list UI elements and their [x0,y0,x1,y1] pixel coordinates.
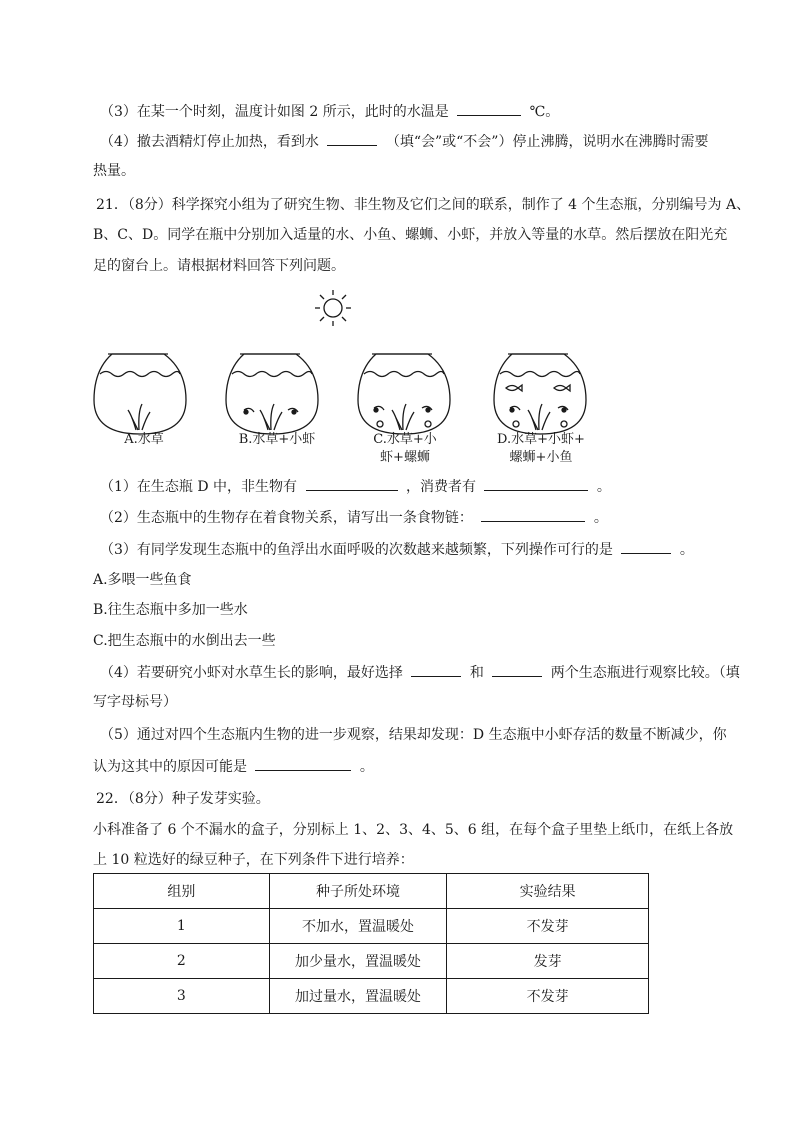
jar-b-caption [222,431,332,449]
q20-sub4-text: （4）撤去酒精灯停止加热，看到水 [100,134,319,150]
answer-blank[interactable] [621,539,671,554]
q21-sub4-cont: 写字母标号） [93,694,177,710]
snail-icon [513,421,567,427]
q20-sub3-unit: ℃。 [529,104,560,120]
q22-title: 22．（8分）种子发芽实验。 [96,791,270,807]
q21-option-a: A.多喂一些鱼食 [93,572,192,588]
answer-blank[interactable] [255,756,351,771]
q21-sub4-text: （4）若要研究小虾对水草生长的影响，最好选择 [100,665,403,681]
q21-sub2 [100,507,608,528]
q20-sub3-text: （3）在某一个时刻，温度计如图 2 所示，此时的水温是 [100,104,449,120]
waterweed-icon [128,404,150,430]
q20-sub4-text3: 热量。 [93,163,135,179]
jar-c-caption-line2: 虾+螺蛳 [380,450,430,465]
q21-option-c: C.把生态瓶中的水倒出去一些 [93,633,276,649]
answer-blank[interactable] [327,131,377,146]
q21-sub2-end: 。 [593,510,608,526]
fish-icon [506,385,522,391]
table-header-row [94,874,649,909]
jar-d-caption-line1: D.水草+小虾+ [497,432,585,447]
q21-sub5-cont [93,756,374,777]
jar-d [494,354,586,434]
q20-sub3 [100,101,559,122]
shrimp-icon [510,406,520,412]
q21-sub4-and: 和 [469,665,484,681]
jar-b-caption-line1: B.水草+小虾 [238,432,316,447]
jar-c [358,354,450,434]
snail-icon [377,421,431,427]
table-cell: 1 [94,909,270,944]
q20-sub4-text2: （填“会”或“不会”）停止沸腾，说明水在沸腾时需要 [385,134,709,150]
table-cell: 加过量水，置温暖处 [269,979,447,1014]
q21-sub3-end: 。 [679,542,694,558]
q21-stem-3: 足的窗台上。请根据材料回答下列问题。 [93,258,345,274]
shrimp-icon [558,406,568,412]
waterweed-icon [528,404,550,430]
table-cell: 不发芽 [447,979,649,1014]
q21-sub5-text: 认为这其中的原因可能是 [93,759,247,775]
jar-d-caption [486,431,596,467]
shrimp-icon [288,408,298,414]
answer-blank[interactable] [411,662,461,677]
jar-d-caption-line2: 螺蛳+小鱼 [509,450,573,465]
table-header: 组别 [94,874,270,909]
table-cell: 2 [94,944,270,979]
q22-stem-2: 上 10 粒选好的绿豆种子，在下列条件下进行培养： [93,852,414,868]
table-cell: 加少量水，置温暖处 [269,944,447,979]
q21-stem-2: B、C、D。同学在瓶中分别加入适量的水、小鱼、螺蛳、小虾，并放入等量的水草。然后摆放在阳光充 [93,227,728,243]
shrimp-icon [374,406,384,412]
q21-sub4-text2: 两个生态瓶进行观察比较。（填 [550,665,740,681]
table-header: 实验结果 [447,874,649,909]
jar-a [94,354,186,434]
q21-sub1-end: 。 [596,479,611,495]
q21-sub3-text: （3）有同学发现生态瓶中的鱼浮出水面呼吸的次数越来越频繁，下列操作可行的是 [100,542,613,558]
q21-sub1 [100,476,611,497]
jar-a-caption-line1: A.水草 [124,432,164,447]
jar-b [226,354,318,434]
table-row [94,909,649,944]
table-cell: 不加水，置温暖处 [269,909,447,944]
shrimp-icon [422,406,432,412]
q21-sub1-text: （1）在生态瓶 D 中，非生物有 [100,479,298,495]
table-row [94,979,649,1014]
q21-sub5: （5）通过对四个生态瓶内生物的进一步观察，结果却发现：D 生态瓶中小虾存活的数量不断减少，你 [100,727,727,743]
q21-sub1-text2: ，消费者有 [405,479,476,495]
table-cell: 不发芽 [447,909,649,944]
answer-blank[interactable] [484,476,588,491]
table-row [94,944,649,979]
q21-sub4 [100,662,740,683]
q21-stem-1: 21．（8分）科学探究小组为了研究生物、非生物及它们之间的联系，制作了 4 个生态瓶，分别编号为 A、 [96,197,751,213]
shrimp-icon [244,408,254,414]
q21-sub5-end: 。 [359,759,374,775]
answer-blank[interactable] [492,662,542,677]
answer-blank[interactable] [306,476,398,491]
q21-sub2-text: （2）生态瓶中的生物存在着食物关系，请写出一条食物链： [100,510,473,526]
waterweed-icon [260,404,282,430]
seed-germination-table [93,873,649,1014]
sun-icon [315,290,351,326]
fish-icon [554,385,570,391]
q21-sub3 [100,539,694,560]
q22-stem-1: 小科准备了 6 个不漏水的盒子，分别标上 1、2、3、4、5、6 组，在每个盒子里垫上纸巾，在纸上各放 [93,822,734,838]
answer-blank[interactable] [481,507,585,522]
table-cell: 发芽 [447,944,649,979]
jar-c-caption-line1: C.水草+小 [373,432,437,447]
q20-sub4-cont [93,161,135,181]
table-cell: 3 [94,979,270,1014]
jar-a-caption [104,431,184,449]
waterweed-icon [392,404,414,430]
table-header: 种子所处环境 [269,874,447,909]
q20-sub4 [100,131,708,152]
answer-blank[interactable] [457,101,521,116]
jar-c-caption [360,431,450,467]
q21-option-b: B.往生态瓶中多加一些水 [93,602,248,618]
